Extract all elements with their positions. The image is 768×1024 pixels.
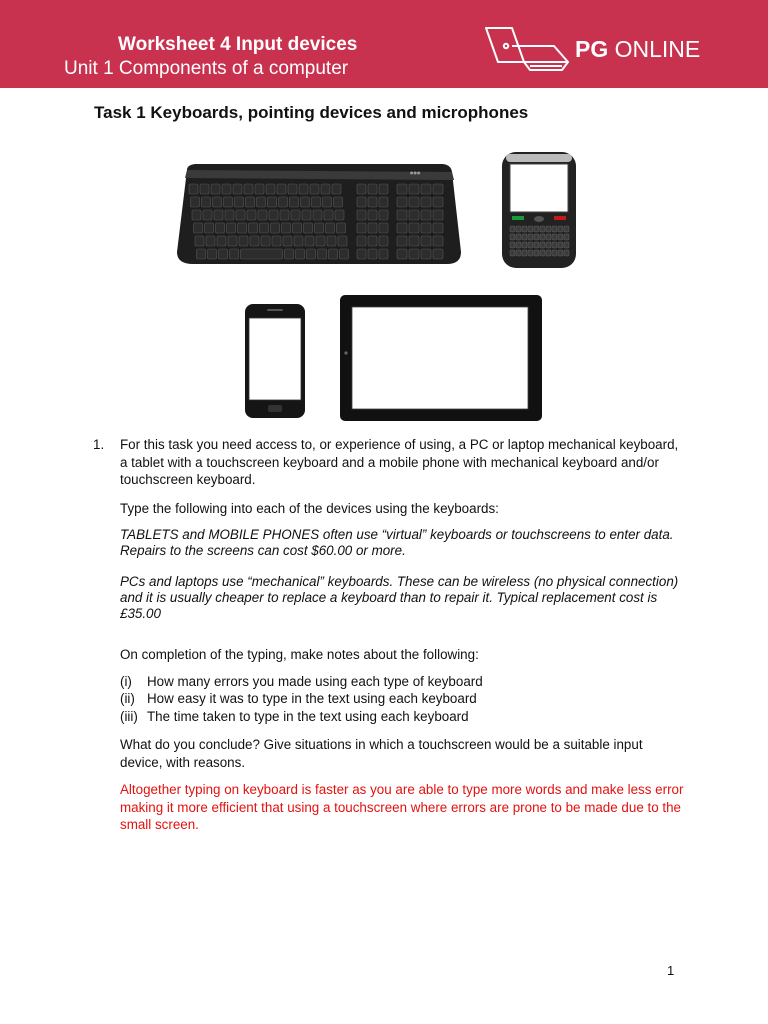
page-number: 1 — [667, 963, 675, 978]
question-number: 1. — [93, 437, 105, 452]
list-item-text: The time taken to type in the text using each keyboard — [147, 708, 469, 724]
list-item — [120, 673, 685, 691]
laptop-logo-icon — [482, 24, 572, 74]
keyboard-image — [165, 140, 475, 275]
typing-instruction: Type the following into each of the devices using the keyboards: — [120, 500, 499, 516]
list-item — [120, 690, 685, 708]
pg-online-logo — [482, 24, 702, 74]
italic-passage-2: PCs and laptops use “mechanical” keyboards. These can be wireless (no physical connection) and it is usually cheaper to replace a keyboard than to repair it. Typical replacement cost is £35.00 — [120, 574, 679, 621]
touch-phone-image — [243, 302, 307, 420]
list-item-label: (ii) — [120, 691, 135, 706]
question-intro: For this task you need access to, or experience of using, a PC or laptop mechanical keyboard, a tablet with a touchscreen keyboard and a mobile phone with mechanical keyboard and/or touchscreen keyboard. — [120, 437, 679, 487]
list-item — [120, 708, 685, 726]
unit-subtitle: Unit 1 Components of a computer — [64, 58, 349, 79]
italic-passage-1: TABLETS and MOBILE PHONES often use “virtual” keyboards or touchscreens to enter data. Repairs to the screens can cost $60.00 or more. — [120, 527, 674, 558]
list-item-text: How many errors you made using each type of keyboard — [147, 673, 483, 689]
question-body — [120, 436, 685, 834]
logo-wordmark — [575, 36, 700, 63]
logo-rest: ONLINE — [608, 36, 701, 62]
task-title: Task 1 Keyboards, pointing devices and microphones — [94, 103, 529, 122]
conclusion-question: What do you conclude? Give situations in which a touchscreen would be a suitable input device, with reasons. — [120, 737, 643, 770]
list-item-text: How easy it was to type in the text using each keyboard — [147, 691, 477, 706]
header-banner — [0, 0, 768, 88]
tablet-image — [338, 293, 544, 423]
notes-list — [120, 673, 685, 726]
worksheet-title: Worksheet 4 Input devices — [118, 34, 358, 55]
svg-text:●●●: ●●● — [410, 170, 421, 175]
notes-intro: On completion of the typing, make notes about the following: — [120, 647, 479, 662]
list-item-label: (iii) — [120, 708, 138, 724]
qwerty-phone-image — [498, 148, 582, 273]
list-item-label: (i) — [120, 673, 132, 689]
logo-bold: PG — [575, 36, 609, 62]
student-answer: Altogether typing on keyboard is faster as you are able to type more words and make less error making it more efficient that using a touchscreen where errors are prone to be made due to the small screen. — [120, 782, 684, 832]
